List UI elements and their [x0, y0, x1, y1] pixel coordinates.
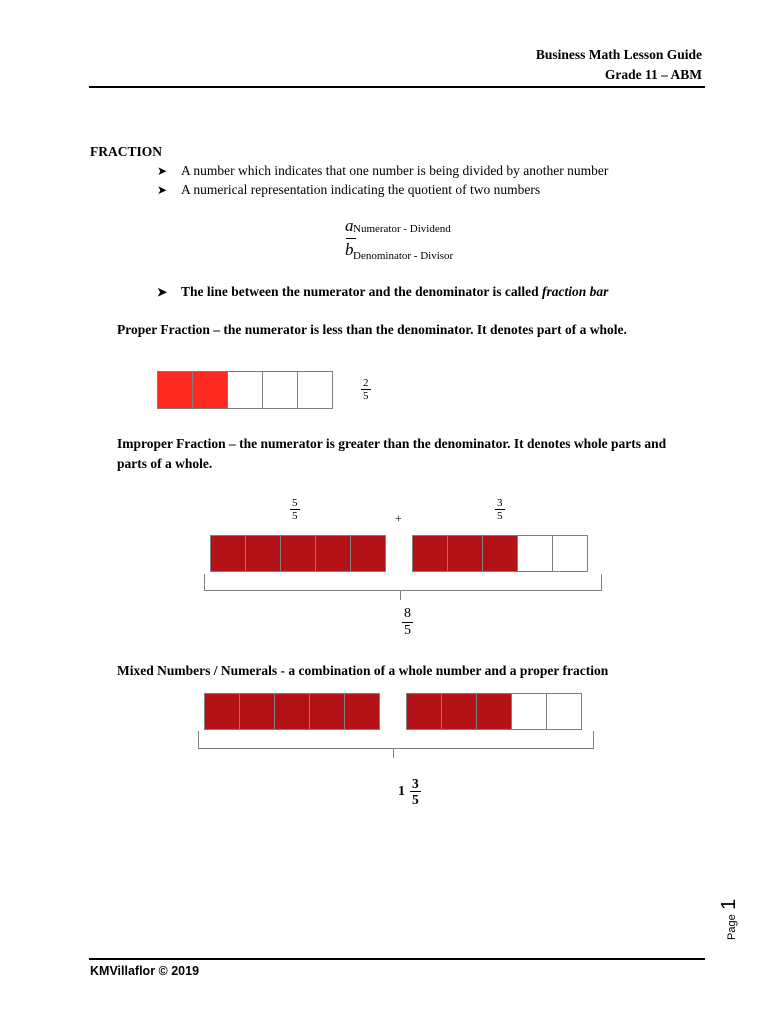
proper-fraction-definition [117, 321, 627, 339]
improper-brace [204, 574, 602, 591]
filled-part [204, 693, 240, 730]
empty-part [297, 371, 333, 409]
proper-fraction-term: Proper Fraction [117, 322, 210, 337]
empty-part [517, 535, 553, 572]
filled-part [482, 535, 518, 572]
improper-brace-tick [400, 590, 401, 600]
mixed-brace [198, 731, 594, 749]
mixed-whole: 1 [398, 783, 405, 799]
footer-copyright: KMVillaflor © 2019 [90, 964, 200, 978]
fraction-numerator: 5 [292, 497, 298, 509]
filled-part [157, 371, 193, 409]
numerator-label: Numerator - Dividend [353, 223, 451, 235]
empty-part [511, 693, 547, 730]
filled-part [315, 535, 351, 572]
filled-part [447, 535, 483, 572]
empty-part [262, 371, 298, 409]
filled-part [476, 693, 512, 730]
fraction-numerator: 2 [363, 377, 369, 389]
mixed-number-term: Mixed Numbers / Numerals [117, 663, 278, 678]
improper-fraction-text-line2: parts of a whole. [117, 456, 213, 471]
footer-rule [89, 958, 705, 960]
filled-part [239, 693, 275, 730]
proper-fraction-value [361, 377, 371, 402]
document-header [536, 45, 702, 85]
fraction-denominator: 5 [404, 623, 411, 638]
fraction-numerator: 3 [497, 497, 503, 509]
page-number: 1 [718, 898, 740, 910]
arrow-bullet-icon: ➤ [157, 164, 168, 178]
fraction-bar-term: fraction bar [542, 284, 609, 299]
bullet-text: The line between the numerator and the denominator is called [181, 284, 542, 299]
empty-part [552, 535, 588, 572]
filled-part [441, 693, 477, 730]
improper-right-fraction [495, 497, 505, 522]
improper-fraction-text: – the numerator is greater than the denominator. It denotes whole parts and [225, 436, 667, 451]
proper-fraction-text: – the numerator is less than the denominator. It denotes part of a whole. [209, 322, 627, 337]
filled-part [192, 371, 228, 409]
filled-part [412, 535, 448, 572]
filled-part [210, 535, 246, 572]
arrow-bullet-icon: ➤ [157, 183, 168, 197]
improper-left-fraction [290, 497, 300, 522]
mixed-fraction [410, 776, 421, 807]
numerator-symbol: a [345, 216, 354, 235]
fraction-denominator: 5 [363, 390, 369, 402]
header-title: Business Math Lesson Guide [535, 47, 702, 62]
filled-part [350, 535, 386, 572]
filled-part [274, 693, 310, 730]
fraction-denominator: 5 [292, 510, 298, 522]
plus-sign: + [395, 511, 402, 525]
bullet-text: A numerical representation indicating the quotient of two numbers [181, 182, 541, 197]
bullet-text: A number which indicates that one number is being divided by another number [181, 163, 609, 178]
fraction-bar [346, 238, 356, 239]
mixed-number-text: - a combination of a whole number and a proper fraction [277, 663, 609, 678]
empty-part [227, 371, 263, 409]
fraction-heading: FRACTION [90, 144, 163, 159]
mixed-brace-tick [393, 748, 394, 758]
mixed-number-definition [117, 662, 608, 680]
filled-part [344, 693, 380, 730]
bullet-item [157, 181, 540, 199]
improper-fraction-definition [117, 435, 666, 453]
filled-part [245, 535, 281, 572]
fraction-numerator: 3 [412, 776, 419, 791]
denominator-symbol: b [345, 240, 354, 259]
header-subtitle: Grade 11 – ABM [604, 67, 702, 82]
bullet-item [157, 162, 608, 180]
improper-fraction-term: Improper Fraction [117, 436, 226, 451]
fraction-numerator: 8 [404, 606, 411, 621]
filled-part [406, 693, 442, 730]
filled-part [280, 535, 316, 572]
bullet-item [157, 283, 608, 301]
improper-result-fraction [402, 606, 413, 639]
fraction-definition [345, 216, 505, 264]
empty-part [546, 693, 582, 730]
filled-part [309, 693, 345, 730]
header-rule [89, 86, 705, 88]
fraction-denominator: 5 [497, 510, 503, 522]
arrow-bullet-icon: ➤ [157, 285, 168, 299]
fraction-denominator: 5 [412, 792, 419, 807]
denominator-label: Denominator - Divisor [353, 250, 454, 262]
page-label: Page [726, 914, 738, 940]
mixed-result [398, 776, 421, 807]
page-number-block [718, 880, 758, 940]
